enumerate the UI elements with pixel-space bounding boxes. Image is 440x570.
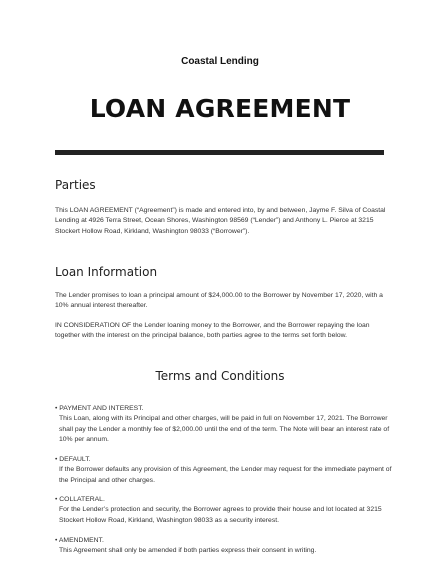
term-item-amendment (55, 536, 395, 557)
title-divider (55, 150, 384, 155)
loan-information-paragraph-1: The Lender promises to loan a principal amount of $24,000.00 to the Borrower by November 17, 2020, with a 10% annual interest thereafter. (55, 292, 383, 310)
company-name: Coastal Lending (181, 56, 259, 67)
term-item-text: For the Lender’s protection and security, the Borrower agrees to provide their house and lot located at 3215 Stockert Hollow Road, Kirkland, Washington 98033 as a security interest. (59, 506, 382, 524)
term-item-default (55, 455, 395, 486)
term-item-text: If the Borrower defaults any provision of this Agreement, the Lender may request for the immediate payment of the Principal and other charges. (59, 466, 392, 484)
term-item-heading: • AMENDMENT. (55, 537, 104, 544)
term-item-heading: • DEFAULT. (55, 456, 91, 463)
term-item-collateral (55, 495, 395, 526)
document-title: LOAN AGREEMENT (89, 94, 351, 123)
term-item-heading: • PAYMENT AND INTEREST. (55, 405, 144, 412)
terms-heading: Terms and Conditions (155, 369, 285, 383)
loan-information-paragraph-2: IN CONSIDERATION OF the Lender loaning money to the Borrower, and the Borrower repaying the loan together with the interest on the principal balance, both parties agree to the terms set forth below. (55, 322, 370, 340)
parties-heading: Parties (55, 178, 96, 192)
term-item-heading: • COLLATERAL. (55, 496, 105, 503)
term-item-text: This Agreement shall only be amended if both parties express their consent in writing. (59, 547, 317, 555)
parties-paragraph: This LOAN AGREEMENT (“Agreement”) is made and entered into, by and between, Jayme F. Silva of Coastal Lending at 4926 Terra Street, Ocean Shores, Washington 98569 (“Lender”) and Anthony L. Pierce at 3215 Stockert Hollow Road, Kirkland, Washington 98033 (“Borrower”). (55, 207, 386, 235)
term-item-text: This Loan, along with its Principal and other charges, will be paid in full on November 17, 2021. The Borrower shall pay the Lender a monthly fee of $2,000.00 until the end of the term. The Note will bear an interest rate of 10% per annum. (59, 415, 390, 443)
term-item-payment (55, 404, 395, 445)
loan-information-heading: Loan Information (55, 265, 158, 279)
